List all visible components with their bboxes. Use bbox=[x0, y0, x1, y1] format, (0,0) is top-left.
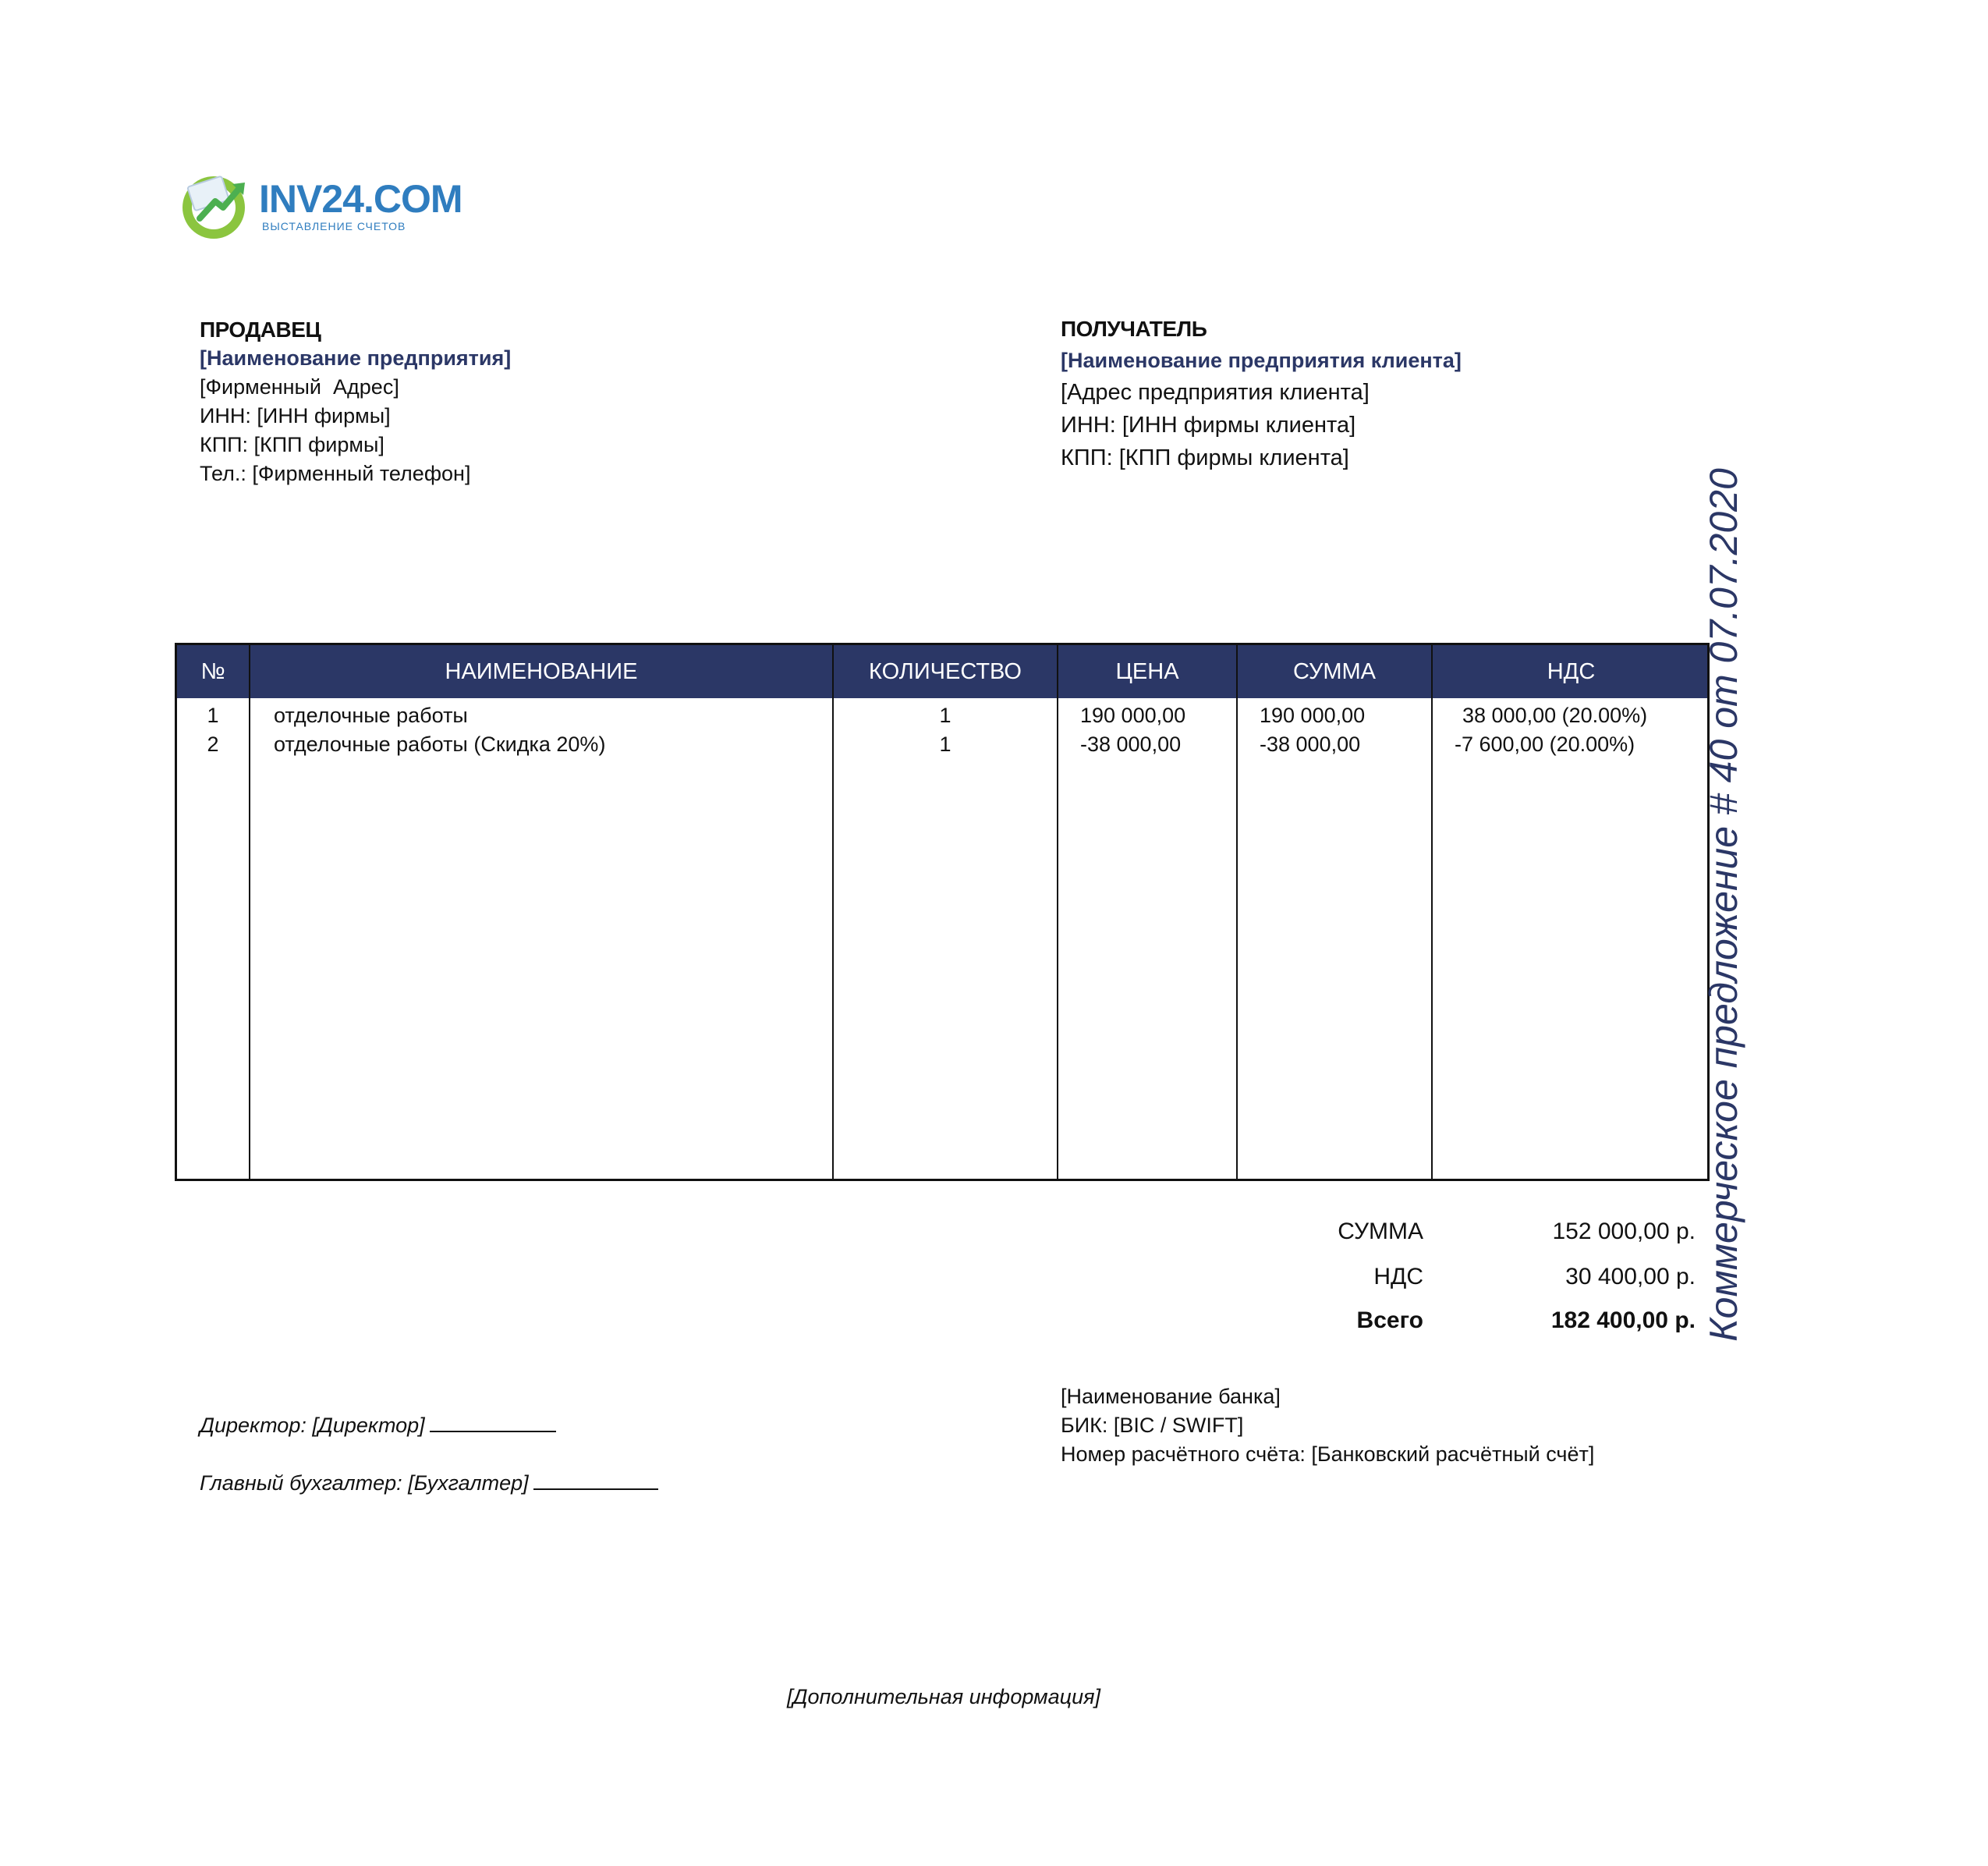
bank-details bbox=[1061, 1382, 1594, 1469]
col-header-vat: НДС bbox=[1547, 659, 1596, 684]
row-number: 2 bbox=[207, 733, 219, 756]
seller-company: [Наименование предприятия] bbox=[200, 346, 512, 370]
seller-kpp: КПП: [КПП фирмы] bbox=[200, 433, 384, 456]
row-price: 190 000,00 bbox=[1080, 704, 1186, 727]
vat-total-label: НДС bbox=[1373, 1264, 1423, 1290]
bank-bik: БИК: [BIC / SWIFT] bbox=[1061, 1414, 1244, 1437]
additional-info: [Дополнительная информация] bbox=[786, 1685, 1101, 1708]
col-header-sum: СУММА bbox=[1292, 659, 1377, 684]
col-header-name: НАИМЕНОВАНИЕ bbox=[445, 659, 638, 684]
bank-name: [Наименование банка] bbox=[1061, 1385, 1281, 1408]
logo-icon bbox=[176, 164, 254, 242]
director-label: Директор: [Директор] bbox=[200, 1414, 425, 1437]
col-header-number: № bbox=[200, 659, 225, 684]
seller-block bbox=[200, 315, 511, 488]
row-sum: 190 000,00 bbox=[1260, 704, 1366, 727]
grand-total-label: Всего bbox=[1356, 1307, 1423, 1333]
row-vat: 38 000,00 (20.00%) bbox=[1462, 704, 1648, 727]
document-title: Коммерческое предложение # 40 от 07.07.2020 bbox=[1702, 468, 1745, 1342]
row-name: отделочные работы (Скидка 20%) bbox=[274, 733, 606, 756]
grand-total-value: 182 400,00 р. bbox=[1550, 1307, 1696, 1333]
table-header bbox=[177, 645, 1707, 698]
accountant-signature bbox=[200, 1468, 658, 1495]
accountant-label: Главный бухгалтер: [Бухгалтер] bbox=[200, 1471, 529, 1495]
director-signature bbox=[200, 1410, 556, 1438]
items-table bbox=[175, 643, 1710, 1181]
company-logo bbox=[176, 164, 462, 242]
table-row bbox=[177, 730, 1707, 759]
seller-inn: ИНН: [ИНН фирмы] bbox=[200, 404, 391, 427]
buyer-heading: ПОЛУЧАТЕЛЬ bbox=[1061, 317, 1207, 341]
logo-tagline: ВЫСТАВЛЕНИЕ СЧЕТОВ bbox=[262, 220, 406, 232]
signature-line bbox=[533, 1468, 658, 1490]
buyer-kpp: КПП: [КПП фирмы клиента] bbox=[1061, 445, 1349, 470]
row-price: -38 000,00 bbox=[1080, 733, 1182, 756]
logo-name: INV24.COM bbox=[259, 177, 462, 221]
vat-total-value: 30 400,00 р. bbox=[1565, 1264, 1696, 1290]
row-name: отделочные работы bbox=[274, 704, 468, 727]
seller-heading: ПРОДАВЕЦ bbox=[200, 318, 321, 342]
subtotal-value: 152 000,00 р. bbox=[1552, 1219, 1696, 1244]
row-quantity: 1 bbox=[939, 704, 951, 727]
buyer-company: [Наименование предприятия клиента] bbox=[1061, 349, 1462, 372]
row-number: 1 bbox=[207, 704, 219, 727]
buyer-address: [Адрес предприятия клиента] bbox=[1061, 380, 1370, 405]
bank-account: Номер расчётного счёта: [Банковский расчётный счёт] bbox=[1061, 1442, 1595, 1466]
table-row bbox=[177, 701, 1707, 730]
col-header-quantity: КОЛИЧЕСТВО bbox=[869, 659, 1022, 684]
row-vat: -7 600,00 (20.00%) bbox=[1455, 733, 1635, 756]
row-sum: -38 000,00 bbox=[1260, 733, 1361, 756]
buyer-block bbox=[1061, 314, 1462, 474]
seller-address: [Фирменный Адрес] bbox=[200, 375, 399, 399]
buyer-inn: ИНН: [ИНН фирмы клиента] bbox=[1061, 413, 1356, 438]
subtotal-label: СУММА bbox=[1338, 1219, 1423, 1244]
signature-line bbox=[430, 1410, 556, 1432]
col-header-price: ЦЕНА bbox=[1115, 659, 1179, 684]
row-quantity: 1 bbox=[939, 733, 951, 756]
seller-phone: Тел.: [Фирменный телефон] bbox=[200, 462, 471, 485]
